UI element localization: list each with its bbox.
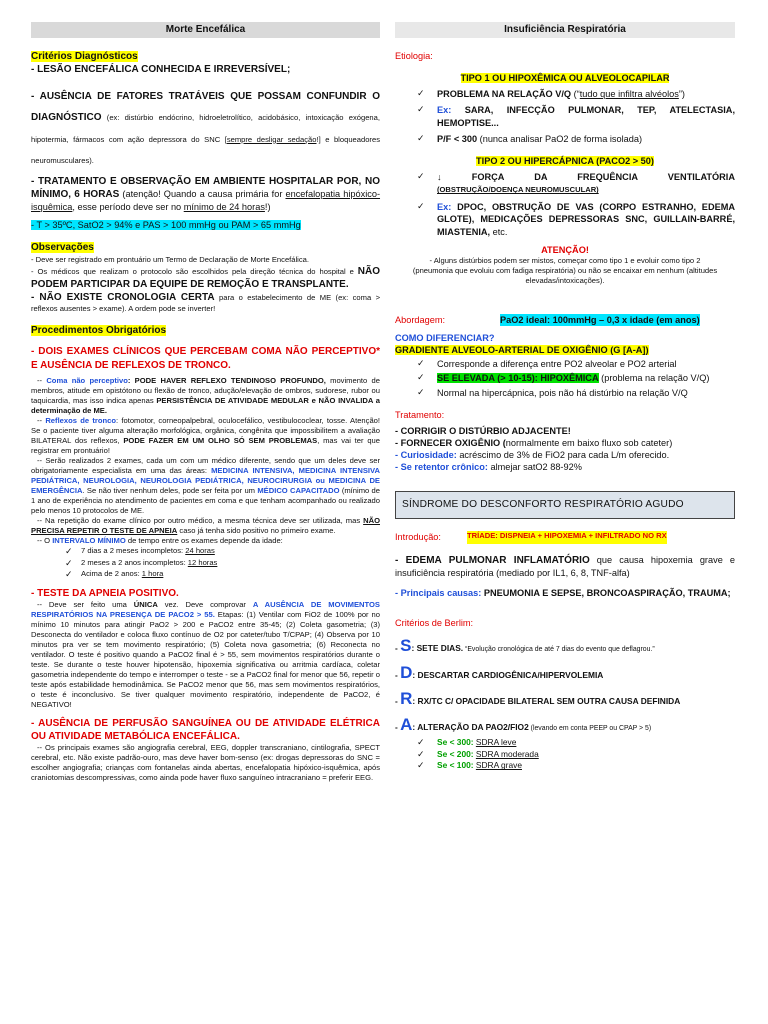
teste-apneia-text: -- Deve ser feito uma ÚNICA vez. Deve comprovar A AUSÊNCIA DE MOVIMENTOS RESPIRATÓRIOS NA PRESENÇA DE PACO2 > 55. Etapas: (1) Ventilar com FiO2 de 100% por no mínimo 10 minutos para atingir PaO2 > 200 e PaCO2 entre 35-45; (2) Coleta gasometria; (3) Desconecta do ventilador e coloca fluxo contínuo de O2 por cateter/tubo T/CPAP; (4) Observa por 10 minutos pra ver se tem movimento respiratório; (5) Coleta nova gasometria; (6) Reconecta no ventilador. O teste é positivo quando a PaCO2 final é > 55, sem movimentos respiratórios durante o teste. Se durante o teste houver hipotensão, hipoxemia significativa ou arritmia cardíaca, coletar gasometria independente do tempo e interromper o teste - se a PaCO2 final for menor que 56, repetir o teste após estabilidade hemodinâmica. Se PaCO2 menor que 56, mas sem movimentos respiratórios, o teste é inconclusivo. Se tiver qualquer movimento respiratório, independente de PaCO2, é NEGATIVO! (31, 600, 381, 710)
sdra-level-3: ✓ Se < 100: SDRA grave (417, 760, 522, 771)
edema-text: - EDEMA PULMONAR INFLAMATÓRIO que causa hipoxemia grave e insuficiência respiratória (mediado por IL1, 6, 8, TNF-alfa) (395, 554, 736, 578)
tratamento-2: - FORNECER OXIGÊNIO (normalmente em baixo fluxo sob cateter) (395, 438, 673, 448)
check-icon: ✓ (65, 557, 73, 568)
criterio-item-4: - T > 35ºC, SatO2 > 94% e PAS > 100 mmHg ou PAM > 65 mmHg (31, 220, 301, 231)
left-column (31, 22, 380, 783)
check-icon: ✓ (65, 546, 73, 557)
berlim-a: - A: ALTERAÇÃO DA PAO2/FIO2 (levando em conta PEEP ou CPAP > 5) (395, 715, 652, 735)
check-icon: ✓ (417, 736, 425, 747)
intervalo-minimo: -- O INTERVALO MÍNIMO de tempo entre os exames depende da idade: (37, 536, 283, 546)
t1-item-3: ✓ P/F < 300 (nunca analisar PaO2 de forma isolada) (417, 132, 643, 144)
berlim-label: Critérios de Berlim: (395, 618, 474, 629)
t2-item-1: ✓ ↓ FORÇA DA FREQUÊNCIA VENTILATÓRIA (OBSTRUÇÃO/DOENÇA NEUROMUSCULAR) (417, 170, 735, 195)
abordagem-value: PaO2 ideal: 100mmHg – 0,3 x idade (em anos) (500, 314, 700, 325)
age-item-1: ✓ 7 dias a 2 meses incompletos: 24 horas (65, 546, 215, 557)
section-header-insuficiencia: Insuficiência Respiratória (395, 22, 735, 38)
grad-item-1: ✓ Corresponde a diferença entre PO2 alveolar e PO2 arterial (417, 358, 677, 370)
introducao-label: Introdução: (395, 532, 441, 543)
grad-item-3: ✓ Normal na hipercápnica, pois não há distúrbio na relação V/Q (417, 386, 688, 398)
atencao-text: - Alguns distúrbios podem ser mistos, começar como tipo 1 e evoluir como tipo 2 (pneumonia que evoluiu com fadiga respiratória) ou não se encaixar em nenhum (altitudes elevadas/intoxicações). (412, 255, 718, 285)
reflexos-de-tronco: -- Reflexos de tronco: fotomotor, corneopalpebral, oculocefálico, vestibulococlear, tosse. Atenção! Se o paciente tiver alguma alteração morfológica, orgânica, congênita que impossibilitem a avaliação BILATERAL dos reflexos, PODE FAZER EM UM OLHO SÓ SEM PROBLEMAS, mas vai ter que registrar em prontuário! (31, 415, 381, 455)
check-icon: ✓ (417, 386, 425, 397)
como-diferenciar: COMO DIFERENCIAR? (395, 333, 495, 344)
atencao-label: ATENÇÃO! (541, 244, 589, 255)
check-icon: ✓ (417, 358, 425, 369)
section-header-morte-encefalica: Morte Encefálica (31, 22, 380, 38)
tratamento-4: - Se retentor crônico: almejar satO2 88-92% (395, 462, 582, 473)
triade: TRÍADE: DISPNEIA + HIPOXEMIA + INFILTRADO NO RX (467, 531, 667, 543)
tipo2-heading: TIPO 2 OU HIPERCÁPNICA (PACO2 > 50) (476, 155, 654, 166)
procedimentos-title: Procedimentos Obrigatórios (31, 325, 167, 337)
observacao-1: - Deve ser registrado em prontuário um Termo de Declaração de Morte Encefálica. (31, 254, 310, 264)
sdra-level-1: ✓ Se < 300: SDRA leve (417, 736, 517, 747)
check-icon: ✓ (417, 760, 425, 771)
etiologia-label: Etiologia: (395, 51, 433, 61)
exames-clinicos-heading: - DOIS EXAMES CLÍNICOS QUE PERCEBAM COMA NÃO PERCEPTIVO* E AUSÊNCIA DE REFLEXOS DE TRONCO. (31, 346, 380, 371)
criterio-item-1: - LESÃO ENCEFÁLICA CONHECIDA E IRREVERSÍVEL; (31, 64, 291, 76)
exames-especialistas: -- Serão realizados 2 exames, cada um com um médico diferente, sendo que um deles deve ser obrigatoriamente especialista em uma das áreas: MEDICINA INTENSIVA, MEDICINA INTENSIVA PEDIÁTRICA, NEUROLOGIA, NEUROLOGIA PEDIÁTRICA, NEUROCIRURGIA ou MEDICINA DE EMERGÊNCIA. Se não tiver nenhum deles, pode ser feita por um MÉDICO CAPACITADO (mínimo de 1 ano de experiência no atendimento de pacientes em coma e que tenham acompanhado ou realizado pelo menos 10 protocolos de ME. (31, 455, 381, 516)
check-icon: ✓ (417, 748, 425, 759)
berlim-d: - D: DESCARTAR CARDIOGÊNICA/HIPERVOLEMIA (395, 662, 604, 682)
observacao-3: - NÃO EXISTE CRONOLOGIA CERTA para o estabelecimento de ME (ex: coma > reflexos ausentes > exame). A ordem pode se inverter! (31, 292, 381, 314)
right-column (395, 22, 735, 772)
t2-item-2: ✓ Ex: DPOC, OBSTRUÇÃO DE VAS (CORPO ESTRANHO, EDEMA GLOTE), MEDICAÇÕES DEPRESSORAS SNC, GUILLAIN-BARRÉ, MIASTENIA, etc. (417, 201, 735, 237)
t1-item-1: ✓ PROBLEMA NA RELAÇÃO V/Q (“tudo que infiltra alvéolos”) (417, 88, 685, 100)
criterio-item-3: - TRATAMENTO E OBSERVAÇÃO EM AMBIENTE HOSPITALAR POR, NO MÍNIMO, 6 HORAS (atenção! Quando a causa primária for encefalopatia hipóxico-isquêmica, esse período deve ser no mínimo de 24 horas!) (31, 175, 381, 213)
check-icon: ✓ (417, 170, 425, 181)
perfusao-heading: - AUSÊNCIA DE PERFUSÃO SANGUÍNEA OU DE ATIVIDADE ELÉTRICA OU ATIVIDADE METABÓLICA ENCEFÁLICA. (31, 717, 380, 742)
tratamento-3: - Curiosidade: acréscimo de 3% de FiO2 para cada L/m oferecido. (395, 450, 670, 461)
sdra-level-2: ✓ Se < 200: SDRA moderada (417, 748, 539, 759)
check-icon: ✓ (65, 569, 73, 580)
introducao-row (395, 531, 735, 543)
coma-nao-perceptivo: -- Coma não perceptivo: PODE HAVER REFLEXO TENDINOSO PROFUNDO, movimento de membros, atitude em opistótono ou flexão de tronco, adução/elevação de ombros, sudorese, rubor ou taquicardia, mas isso indica apenas PERSISTÊNCIA DE ATIVIDADE MEDULAR e NÃO INVALIDA a determinação de ME. (31, 375, 381, 415)
check-icon: ✓ (417, 132, 425, 143)
repeticao-exame: -- Na repetição do exame clínico por outro médico, a mesma técnica deve ser utilizada, mas NÃO PRECISA REPETIR O TESTE DE APNEIA caso já tenha sido positivo no primeiro exame. (31, 516, 380, 536)
check-icon: ✓ (417, 201, 425, 212)
observacoes-title: Observações (31, 242, 94, 254)
teste-apneia-heading: - TESTE DA APNEIA POSITIVO. (31, 588, 179, 600)
causas-text: - Principais causas: PNEUMONIA E SEPSE, BRONCOASPIRAÇÃO, TRAUMA; (395, 587, 731, 598)
grad-item-2: ✓ SE ELEVADA (> 10-15): HIPOXÊMICA (problema na relação V/Q) (417, 372, 710, 384)
t1-item-2: ✓ Ex: SARA, INFECÇÃO PULMONAR, TEP, ATELECTASIA, HEMOPTISE... (417, 104, 735, 128)
tratamento-1: - CORRIGIR O DISTÚRBIO ADJACENTE! (395, 425, 571, 436)
sdra-heading: SÍNDROME DO DESCONFORTO RESPIRATÓRIO AGUDO (395, 491, 735, 519)
tipo1-heading: TIPO 1 OU HIPOXÊMICA OU ALVEOLOCAPILAR (460, 73, 670, 84)
perfusao-text: -- Os principais exames são angiografia cerebral, EEG, doppler transcraniano, cintilografia, SPECT cerebral, etc. Não existe padrão-ouro, mas deve haver bom-senso (ex: drogas depressoras do SNC = escolher angiografia; crianças com fontanelas ainda abertas, encefalopatia hipóxico-isquêmica, após craniotomias descompressivas, como ainda pode haver fluxo sanguíneo intracraniano = preferir EEG. (31, 742, 380, 782)
check-icon: ✓ (417, 372, 425, 383)
age-item-2: ✓ 2 meses a 2 anos incompletos: 12 horas (65, 557, 218, 568)
observacao-2: - Os médicos que realizam o protocolo são escolhidos pela direção técnica do hospital e NÃO PODEM PARTICIPAR DA EQUIPE DE REMOÇÃO E TRANSPLANTE. (31, 265, 380, 290)
abordagem-row (395, 314, 735, 326)
age-item-3: ✓ Acima de 2 anos: 1 hora (65, 569, 164, 580)
abordagem-label: Abordagem: (395, 314, 446, 325)
tratamento-label: Tratamento: (395, 409, 445, 420)
berlim-s: - S: SETE DIAS. “Evolução cronológica de até 7 dias do evento que deflagrou.” (395, 636, 655, 656)
berlim-r: - R: RX/TC C/ OPACIDADE BILATERAL SEM OUTRA CAUSA DEFINIDA (395, 689, 681, 709)
criterio-item-2: - AUSÊNCIA DE FATORES TRATÁVEIS QUE POSSAM CONFUNDIR O DIAGNÓSTICO (ex: distúrbio endócrino, hidroeletrolítico, acidobásico, intoxicação exógena, hipotermia, fármacos com ação depressora do SNC [sempre desligar sedação!] e bloqueadores neuromusculares). (31, 91, 380, 165)
gradiente-heading: GRADIENTE ALVEOLO-ARTERIAL DE OXIGÊNIO (G [A-A]) (395, 345, 649, 356)
check-icon: ✓ (417, 88, 425, 99)
criterios-title: Critérios Diagnósticos (31, 51, 138, 62)
check-icon: ✓ (417, 104, 425, 115)
